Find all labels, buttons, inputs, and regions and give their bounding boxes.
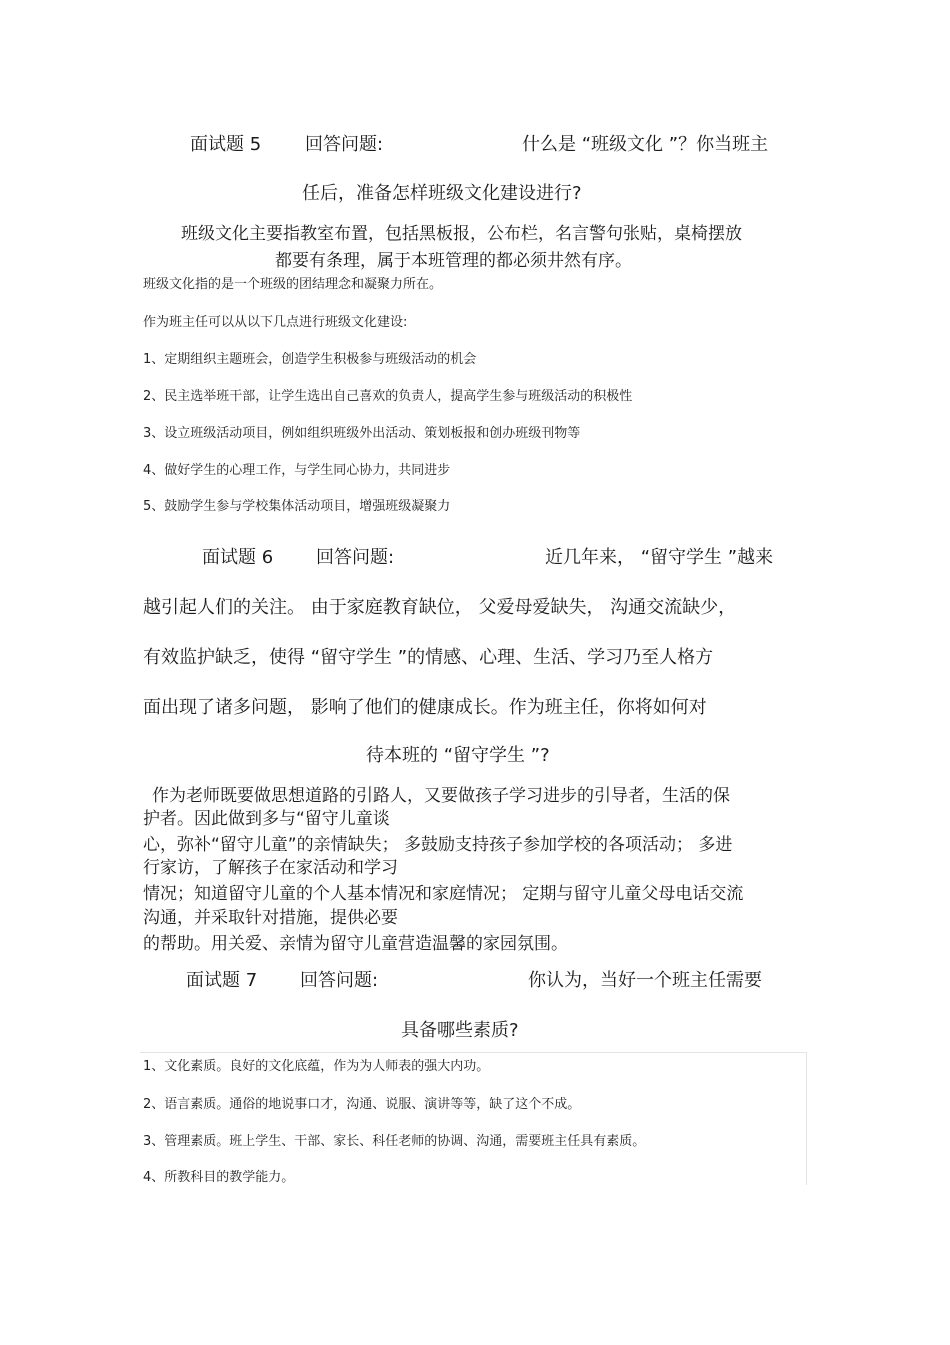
q5-list-item: 2、民主选举班干部，让学生选出自己喜欢的负责人，提高学生参与班级活动的积极性 [143,389,633,404]
q5-question: 什么是 “班级文化 ”？你当班主 [522,134,769,155]
q6-answer-line: 情况；知道留守儿童的个人基本情况和家庭情况； 定期与留守儿童父母电话交流 [143,884,744,904]
q6-label: 回答问题: [316,547,395,568]
q6-question-line: 待本班的 “留守学生 ”? [366,745,550,766]
q7-list-item: 4、所教科目的教学能力。 [143,1170,295,1185]
q6-answer-line: 作为老师既要做思想道路的引路人，又要做孩子学习进步的引导者，生活的保 [152,786,730,806]
q6-header: 面试题 6 [202,547,274,568]
q7-list-item: 3、管理素质。班上学生、干部、家长、科任老师的协调、沟通，需要班主任具有素质。 [143,1134,646,1149]
q5-intro: 班级文化指的是一个班级的团结理念和凝聚力所在。 [143,277,443,292]
q7-list-item: 2、语言素质。通俗的地说事口才，沟通、说服、演讲等等，缺了这个不成。 [143,1097,581,1112]
q7-list-item: 1、文化素质。良好的文化底蕴，作为为人师表的强大内功。 [143,1059,490,1074]
q6-answer-line: 沟通，并采取针对措施，提供必要 [143,908,398,928]
q6-answer-line: 的帮助。用关爱、亲情为留守儿童营造温馨的家园氛围。 [143,934,568,954]
q5-list-item: 3、设立班级活动项目，例如组织班级外出活动、策划板报和创办班级刊物等 [143,426,581,441]
q5-question-cont: 任后，准备怎样班级文化建设进行? [302,183,582,204]
q5-answer: 班级文化主要指教室布置，包括黑板报，公布栏，名言警句张贴，桌椅摆放 [181,224,742,244]
q7-header: 面试题 7 [186,970,258,991]
q5-list-item: 4、做好学生的心理工作，与学生同心协力，共同进步 [143,463,451,478]
q6-question-line: 近几年来， “留守学生 ”越来 [545,547,774,568]
q5-answer-cont: 都要有条理，属于本班管理的都必须井然有序。 [275,251,632,271]
q5-header: 面试题 5 [190,134,262,155]
q7-question: 你认为，当好一个班主任需要 [528,970,762,991]
q6-question-line: 面出现了诸多问题， 影响了他们的健康成长。作为班主任，你将如何对 [143,697,707,718]
q7-question-cont: 具备哪些素质? [401,1020,519,1041]
q6-answer-line: 心，弥补“留守儿童”的亲情缺失； 多鼓励支持孩子参加学校的各项活动； 多进 [143,835,733,855]
q6-answer-line: 行家访，了解孩子在家活动和学习 [143,858,398,878]
q5-lead: 作为班主任可以从以下几点进行班级文化建设: [143,315,408,330]
q7-label: 回答问题: [300,970,379,991]
q5-list-item: 5、鼓励学生参与学校集体活动项目，增强班级凝聚力 [143,499,451,514]
q5-label: 回答问题: [305,134,384,155]
q6-answer-line: 护者。因此做到多与“留守儿童谈 [143,809,390,829]
q5-list-item: 1、定期组织主题班会，创造学生积极参与班级活动的机会 [143,352,477,367]
q6-question-line: 有效监护缺乏，使得 “留守学生 ”的情感、心理、生活、学习乃至人格方 [143,647,714,668]
q6-question-line: 越引起人们的关注。 由于家庭教育缺位， 父爱母爱缺失， 沟通交流缺少， [143,597,737,618]
